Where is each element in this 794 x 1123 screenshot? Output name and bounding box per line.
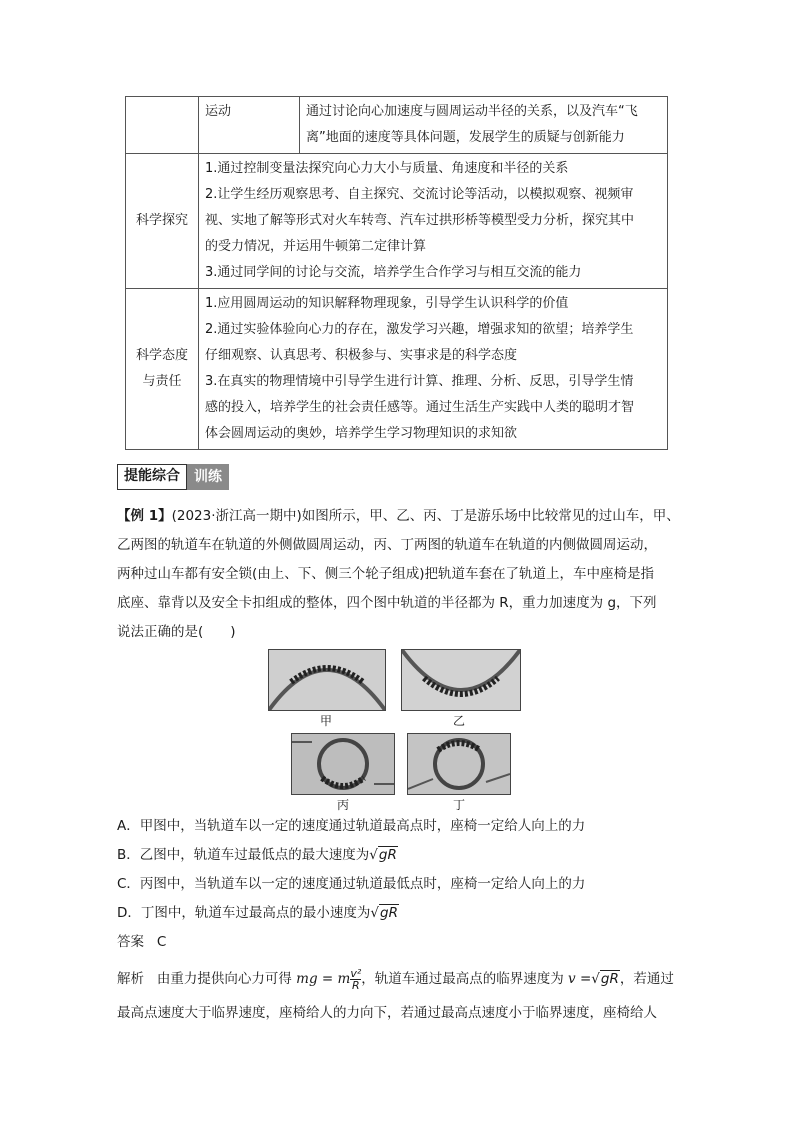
- cell-text: 仔细观察、认真思考、积极参与、实事求是的科学态度: [205, 348, 518, 363]
- fraction: [350, 968, 361, 991]
- option-text: B．乙图中，轨道车过最低点的最大速度为: [117, 847, 370, 863]
- sqrt-expression: √gR: [369, 847, 397, 863]
- question-line: 乙两图的轨道车在轨道的外侧做圆周运动，丙、丁两图的轨道车在轨道的内侧做圆周运动，: [117, 537, 657, 553]
- table-cell: [199, 97, 300, 154]
- question-line: 底座、靠背以及安全卡扣组成的整体，四个图中轨道的半径都为 R，重力加速度为 g，下列: [117, 595, 657, 611]
- option-text: A．甲图中，当轨道车以一定的速度通过轨道最高点时，座椅一定给人向上的力: [117, 818, 586, 834]
- question-line: 说法正确的是( ): [117, 624, 236, 640]
- table-row: [126, 154, 668, 289]
- roller-coaster-photo-a: [268, 649, 386, 711]
- option-text: C．丙图中，当轨道车以一定的速度通过轨道最低点时，座椅一定给人向上的力: [117, 876, 586, 892]
- cell-text: 运动: [205, 104, 232, 119]
- roller-coaster-image: [292, 734, 394, 794]
- radicand: gR: [380, 905, 398, 921]
- table-row: [126, 97, 668, 154]
- category-label: 与责任: [142, 374, 182, 389]
- goals-table: [125, 96, 668, 450]
- cell-text: 通过讨论向心加速度与圆周运动半径的关系，以及汽车“飞: [306, 104, 638, 119]
- analysis-text: ，轨道车通过最高点的临界速度为: [361, 971, 564, 987]
- fraction-denominator: R: [351, 978, 360, 992]
- fraction-numerator: v²: [350, 966, 362, 980]
- example-question: [117, 502, 682, 647]
- cell-text: 视、实地了解等形式对火车转弯、汽车过拱形桥等模型受力分析，探究其中: [205, 213, 635, 228]
- question-line: (2023·浙江高一期中)如图所示，甲、乙、丙、丁是游乐场中比较常见的过山车，甲、: [171, 508, 680, 524]
- roller-coaster-image: [269, 650, 385, 710]
- cell-text: 2.通过实验体验向心力的存在，激发学习兴趣，增强求知的欲望；培养学生: [205, 322, 634, 337]
- roller-coaster-photo-d: [407, 733, 511, 795]
- answer-line: [117, 928, 682, 957]
- formula: mg = m: [296, 971, 351, 987]
- category-label: 科学态度: [135, 348, 188, 363]
- cell-text: 离”地面的速度等具体问题，发展学生的质疑与创新能力: [306, 130, 625, 145]
- radicand: gR: [378, 847, 397, 863]
- roller-coaster-photo-b: [401, 649, 521, 711]
- cell-text: 3.通过同学间的讨论与交流，培养学生合作学习与相互交流的能力: [205, 265, 582, 280]
- formula: v =: [568, 971, 592, 987]
- photo-caption: 乙: [453, 714, 466, 728]
- option-d: [117, 899, 585, 928]
- cell-text: 的受力情况，并运用牛顿第二定律计算: [205, 239, 427, 254]
- radicand: gR: [600, 971, 619, 987]
- answer-label: 答案: [117, 934, 144, 950]
- analysis-text: ，若通过: [619, 971, 674, 987]
- category-label: 科学探究: [135, 213, 188, 228]
- category-cell: [126, 289, 199, 450]
- question-line: 两种过山车都有安全锁(由上、下、侧三个轮子组成)把轨道车套在了轨道上，车中座椅是指: [117, 566, 655, 582]
- option-a: [117, 812, 585, 841]
- table-cell: [300, 97, 668, 154]
- cell-text: 2.让学生经历观察思考、自主探究、交流讨论等活动，以模拟观察、视频审: [205, 187, 634, 202]
- answer-value: C: [156, 934, 167, 950]
- option-b: [117, 841, 585, 870]
- sqrt-expression: √gR: [591, 971, 619, 987]
- roller-coaster-photo-c: [291, 733, 395, 795]
- answer-options: [117, 812, 585, 928]
- table-row: [126, 289, 668, 450]
- table-cell: [199, 289, 668, 450]
- analysis-label: 解析: [117, 971, 144, 987]
- photo-caption: 丁: [453, 798, 466, 812]
- photo-caption: 甲: [320, 714, 333, 728]
- category-cell: [126, 154, 199, 289]
- option-text: D．丁图中，轨道车过最高点的最小速度为: [117, 905, 371, 921]
- section-heading: [117, 464, 229, 490]
- table-cell: [199, 154, 668, 289]
- roller-coaster-image: [408, 734, 510, 794]
- section-subtitle: 训练: [187, 464, 229, 490]
- cell-text: 3.在真实的物理情境中引导学生进行计算、推理、分析、反思，引导学生情: [205, 374, 634, 389]
- table-cell-empty: [126, 97, 199, 154]
- cell-text: 感的投入，培养学生的社会责任感等。通过生活生产实践中人类的聪明才智: [205, 400, 635, 415]
- section-title: 提能综合: [117, 464, 187, 490]
- example-label: 【例 1】: [117, 508, 172, 524]
- photo-caption: 丙: [337, 798, 350, 812]
- analysis-text: 由重力提供向心力可得: [156, 971, 292, 987]
- option-c: [117, 870, 585, 899]
- cell-text: 体会圆周运动的奥妙，培养学生学习物理知识的求知欲: [205, 426, 518, 441]
- analysis: [117, 962, 682, 1030]
- cell-text: 1.应用圆周运动的知识解释物理现象，引导学生认识科学的价值: [205, 296, 569, 311]
- cell-text: 1.通过控制变量法探究向心力大小与质量、角速度和半径的关系: [205, 161, 569, 176]
- analysis-text: 最高点速度大于临界速度，座椅给人的力向下，若通过最高点速度小于临界速度，座椅给人: [117, 1005, 657, 1021]
- sqrt-expression: √gR: [370, 905, 398, 921]
- roller-coaster-image: [402, 650, 520, 710]
